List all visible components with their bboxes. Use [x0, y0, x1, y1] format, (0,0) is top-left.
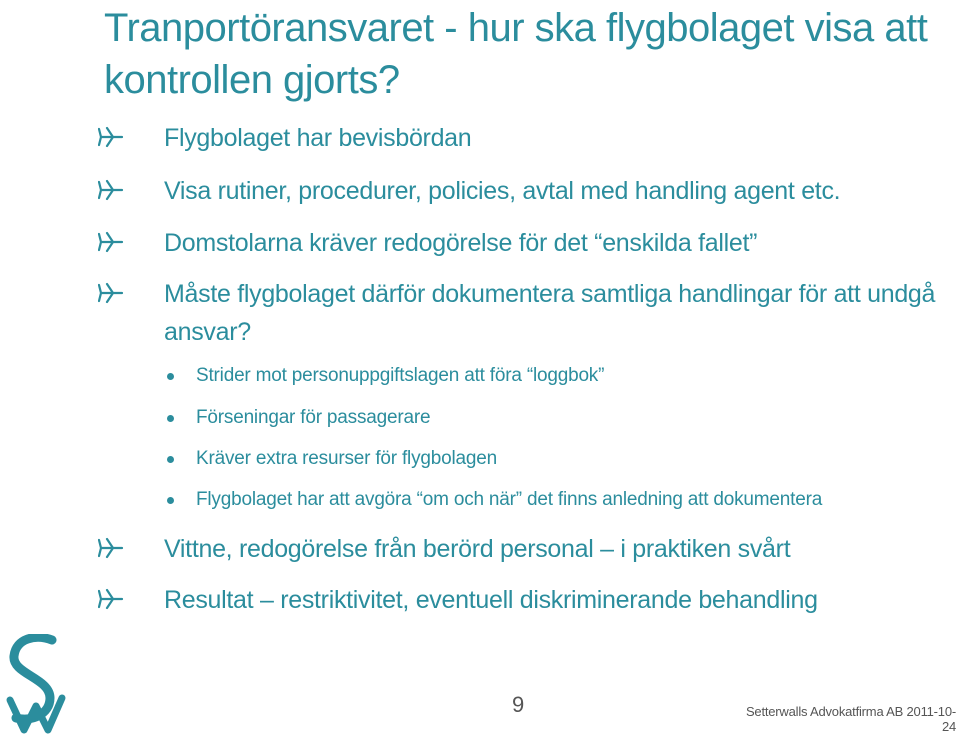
footer-text: Setterwalls Advokatfirma AB 2011-10-24: [745, 704, 956, 734]
bullet-text: Vittne, redogörelse från berörd personal – i praktiken svårt: [164, 535, 791, 563]
sub-bullet-text: Strider mot personuppgiftslagen att föra “loggbok”: [196, 365, 605, 386]
airplane-icon: [98, 126, 124, 148]
bullet-item: [164, 172, 944, 210]
airplane-icon: [98, 179, 124, 201]
bullet-text: Visa rutiner, procedurer, policies, avtal med handling agent etc.: [164, 177, 841, 205]
bullet-item: [164, 530, 944, 568]
dot-icon: [167, 373, 174, 380]
airplane-icon: [98, 588, 124, 610]
setterwalls-logo: [2, 634, 74, 736]
airplane-icon: [98, 231, 124, 253]
bullet-text: Flygbolaget har bevisbördan: [164, 124, 472, 152]
sub-bullet-text: Kräver extra resurser för flygbolagen: [196, 448, 497, 469]
bullet-text: Måste flygbolaget därför dokumentera samtliga handlingar för att undgå ansvar?: [164, 280, 936, 346]
sub-bullet-text: Flygbolaget har att avgöra “om och när” det finns anledning att dokumentera: [196, 489, 823, 510]
bullet-text: Domstolarna kräver redogörelse för det “enskilda fallet”: [164, 229, 758, 257]
bullet-item: [164, 581, 944, 619]
sub-bullet-item: [196, 363, 956, 389]
bullet-item: [164, 119, 944, 157]
bullet-text: Resultat – restriktivitet, eventuell diskriminerande behandling: [164, 586, 818, 614]
dot-icon: [167, 456, 174, 463]
sub-bullet-item: [196, 487, 956, 513]
sub-bullet-item: [196, 446, 956, 472]
dot-icon: [167, 415, 174, 422]
bullet-item: [164, 275, 944, 351]
airplane-icon: [98, 537, 124, 559]
sub-bullet-item: [196, 405, 956, 431]
sub-bullet-text: Förseningar för passagerare: [196, 407, 431, 428]
slide-title: Tranportöransvaret - hur ska flygbolaget visa att kontrollen gjorts?: [104, 6, 928, 102]
bullet-item: [164, 224, 944, 262]
dot-icon: [167, 497, 174, 504]
page-number: 9: [512, 692, 525, 717]
airplane-icon: [98, 282, 124, 304]
